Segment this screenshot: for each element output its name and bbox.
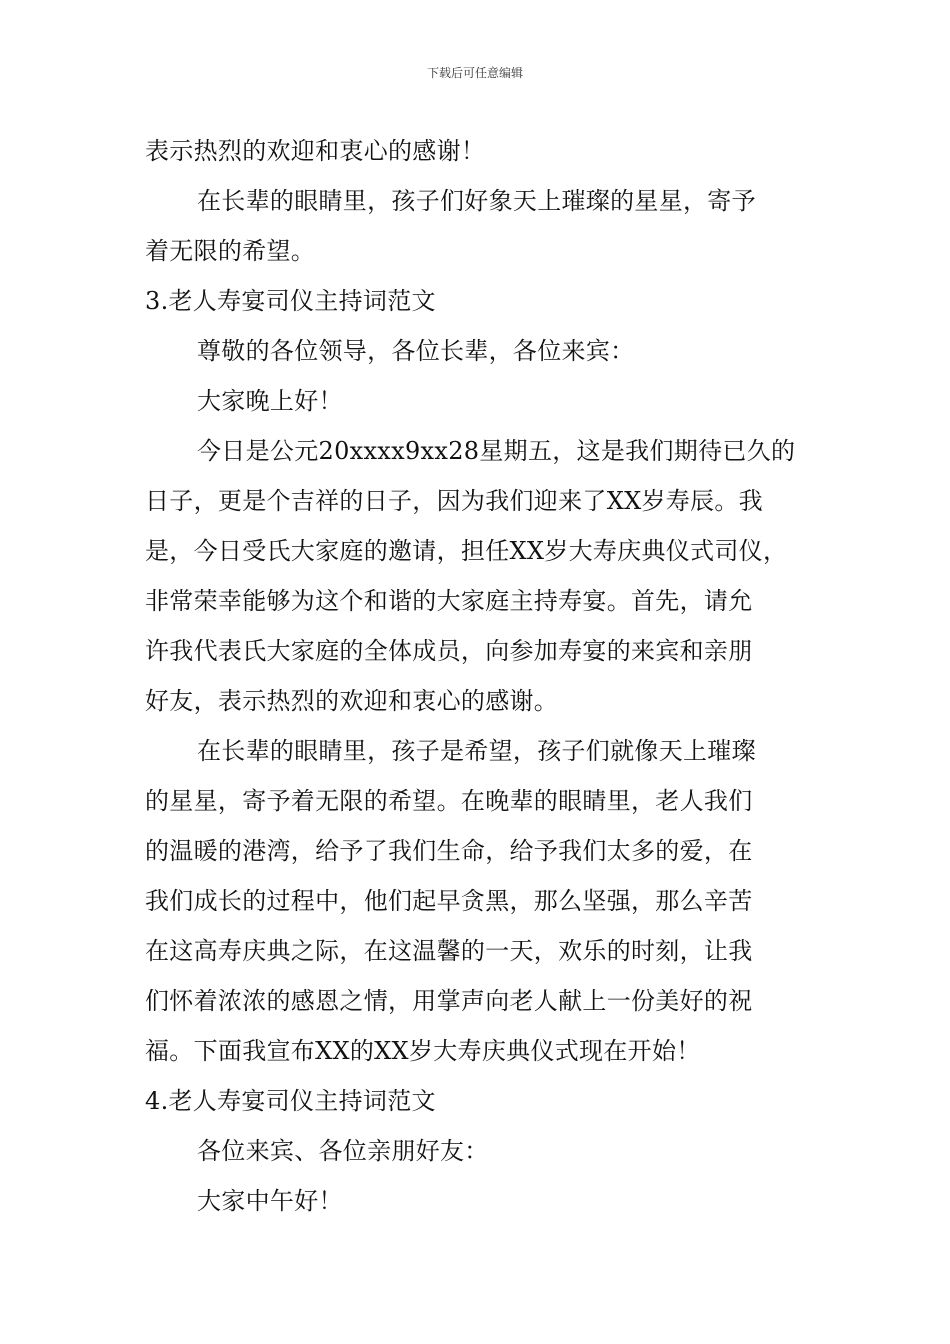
text-line: 们怀着浓浓的感恩之情，用掌声向老人献上一份美好的祝: [145, 987, 753, 1015]
text-line: 好友，表示热烈的欢迎和衷心的感谢。: [145, 687, 559, 715]
text-line: 的星星，寄予着无限的希望。在晚辈的眼睛里，老人我们: [145, 787, 753, 815]
salutation: 各位来宾、各位亲朋好友：: [197, 1137, 489, 1165]
text-line: 福。下面我宣布XX的XX岁大寿庆典仪式现在开始！: [145, 1037, 701, 1065]
greeting: 大家中午好！: [197, 1187, 343, 1215]
salutation: 尊敬的各位领导，各位长辈，各位来宾：: [197, 337, 635, 365]
paragraph-start: 在长辈的眼睛里，孩子们好象天上璀璨的星星，寄予: [197, 187, 756, 215]
text-line: 的温暖的港湾，给予了我们生命，给予我们太多的爱，在: [145, 837, 753, 865]
paragraph-start: 在长辈的眼睛里，孩子是希望，孩子们就像天上璀璨: [197, 737, 756, 765]
text-line: 表示热烈的欢迎和衷心的感谢！: [145, 137, 486, 165]
document-body: [145, 126, 813, 1226]
text-line: 日子，更是个吉祥的日子，因为我们迎来了XX岁寿辰。我: [145, 487, 763, 515]
text-line: 在这高寿庆典之际，在这温馨的一天，欢乐的时刻，让我: [145, 937, 753, 965]
paragraph-start: 今日是公元20xxxx9xx28星期五，这是我们期待已久的: [197, 437, 796, 465]
greeting: 大家晚上好！: [197, 387, 343, 415]
section-heading: 3.老人寿宴司仪主持词范文: [145, 287, 436, 315]
page-header: 下载后可任意编辑: [426, 66, 523, 80]
text-line: 着无限的希望。: [145, 237, 316, 265]
text-line: 我们成长的过程中，他们起早贪黑，那么坚强，那么辛苦: [145, 887, 753, 915]
text-line: 许我代表氏大家庭的全体成员，向参加寿宴的来宾和亲朋: [145, 637, 753, 665]
section-heading: 4.老人寿宴司仪主持词范文: [145, 1087, 436, 1115]
text-line: 非常荣幸能够为这个和谐的大家庭主持寿宴。首先，请允: [145, 587, 753, 615]
text-line: 是，今日受氏大家庭的邀请，担任XX岁大寿庆典仪式司仪，: [145, 537, 788, 565]
